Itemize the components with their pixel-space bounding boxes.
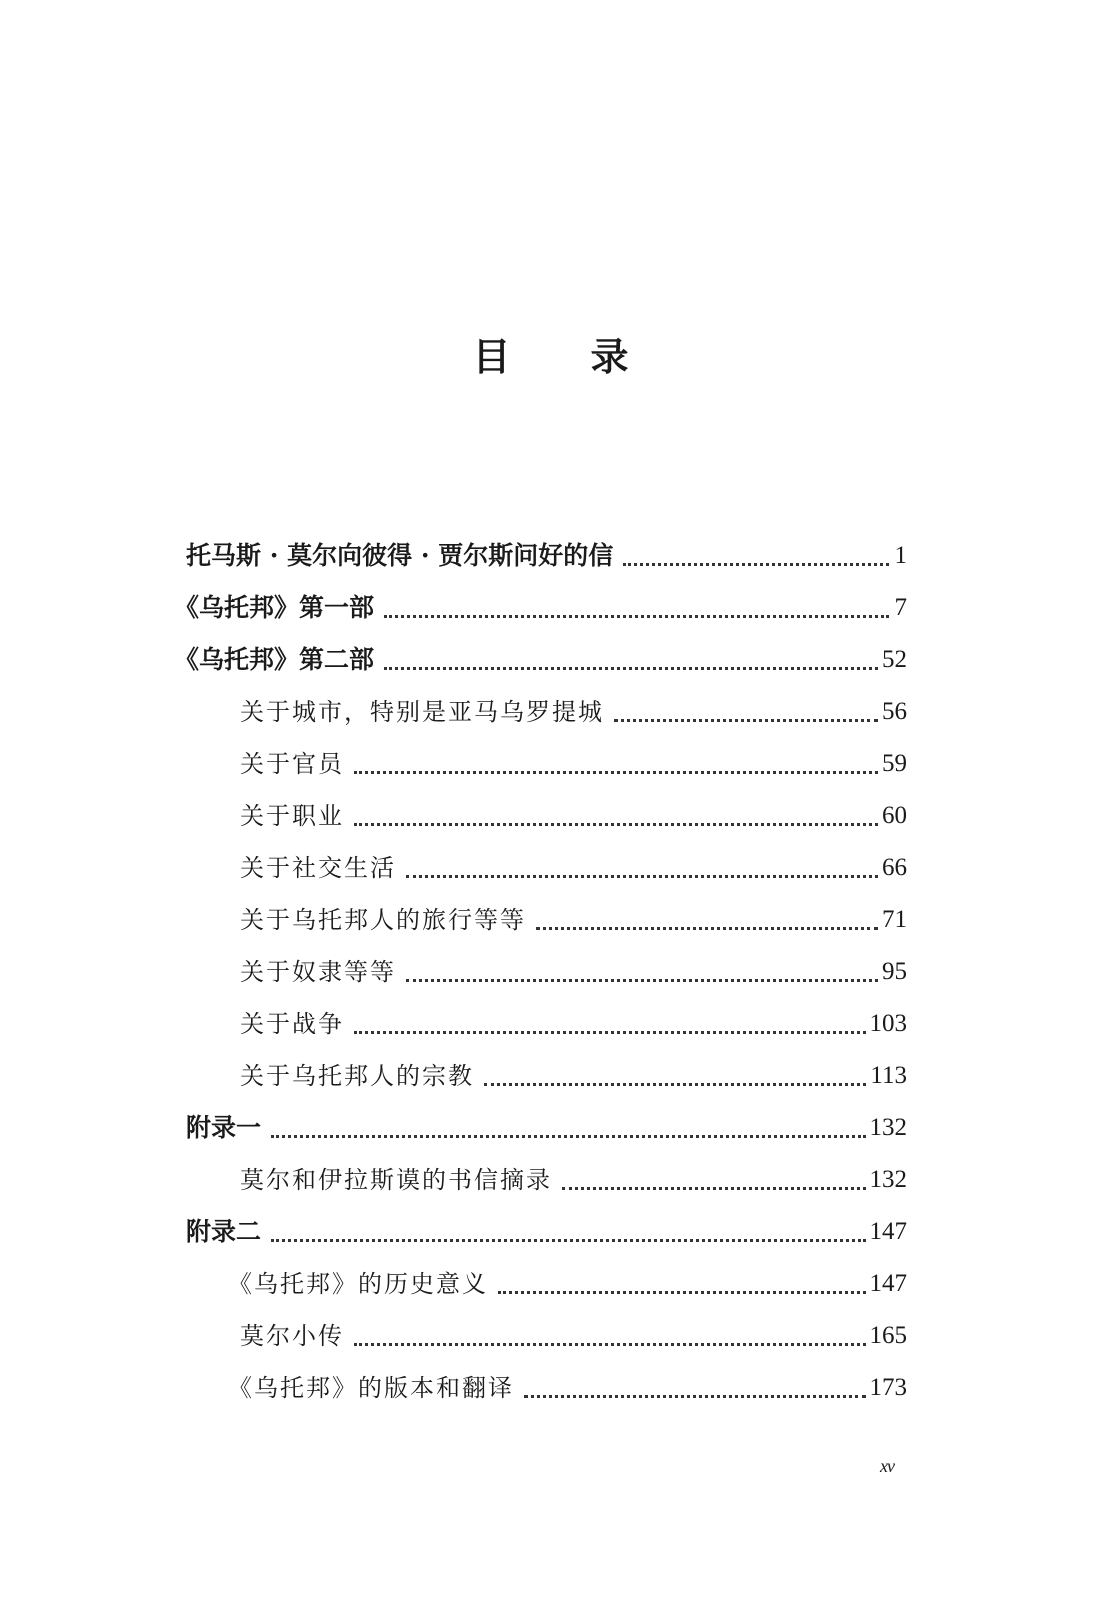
page-title-char-2: 录 xyxy=(590,334,631,379)
toc-entry[interactable] xyxy=(0,1102,1103,1154)
toc-entry-page: 132 xyxy=(869,1114,907,1141)
toc-entry-page: 132 xyxy=(869,1166,907,1193)
toc-entry-page: 173 xyxy=(869,1374,907,1401)
toc-leader-dots xyxy=(384,615,889,618)
toc-subentry[interactable] xyxy=(0,842,1103,894)
toc-subentry[interactable] xyxy=(0,998,1103,1050)
page-title xyxy=(0,326,1103,381)
toc-entry-page: 95 xyxy=(882,958,907,985)
toc-leader-dots xyxy=(614,719,878,722)
toc-leader-dots xyxy=(484,1083,866,1086)
toc-subentry[interactable] xyxy=(0,686,1103,738)
toc-entry-label: 关于官员 xyxy=(240,750,344,778)
toc-leader-dots xyxy=(406,875,878,878)
toc-subentry[interactable] xyxy=(0,894,1103,946)
toc-entry-page: 56 xyxy=(882,698,907,725)
toc-leader-dots xyxy=(406,979,878,982)
toc-entry-label: 《乌托邦》第一部 xyxy=(174,593,375,622)
toc-entry-label: 托马斯 · 莫尔向彼得 · 贾尔斯问好的信 xyxy=(186,541,614,570)
toc-entry[interactable] xyxy=(0,582,1103,634)
toc-subentry[interactable] xyxy=(0,790,1103,842)
toc-leader-dots xyxy=(498,1291,866,1294)
toc-subentry[interactable] xyxy=(0,1258,1103,1310)
toc-entry-label: 《乌托邦》第二部 xyxy=(174,645,375,674)
toc-subentry[interactable] xyxy=(0,1310,1103,1362)
toc-entry-page: 113 xyxy=(870,1062,907,1089)
toc-subentry[interactable] xyxy=(0,1154,1103,1206)
toc-leader-dots xyxy=(384,667,878,670)
toc-entry-label: 莫尔小传 xyxy=(240,1322,344,1350)
toc-entry-page: 52 xyxy=(882,646,907,673)
table-of-contents xyxy=(0,530,1103,1414)
toc-entry-label: 关于战争 xyxy=(240,1010,344,1038)
toc-leader-dots xyxy=(354,823,878,826)
toc-entry-label: 关于乌托邦人的旅行等等 xyxy=(240,906,526,934)
toc-subentry[interactable] xyxy=(0,1050,1103,1102)
toc-leader-dots xyxy=(354,1031,866,1034)
toc-entry-label: 关于职业 xyxy=(240,802,344,830)
toc-subentry[interactable] xyxy=(0,946,1103,998)
toc-entry-page: 1 xyxy=(894,542,907,569)
toc-entry-page: 147 xyxy=(869,1270,907,1297)
toc-entry-label: 关于社交生活 xyxy=(240,854,396,882)
toc-entry-label: 关于城市，特别是亚马乌罗提城 xyxy=(240,698,604,726)
toc-entry[interactable] xyxy=(0,530,1103,582)
toc-leader-dots xyxy=(354,1343,866,1346)
toc-leader-dots xyxy=(524,1395,866,1398)
toc-leader-dots xyxy=(562,1187,866,1190)
toc-subentry[interactable] xyxy=(0,1362,1103,1414)
toc-entry-label: 附录一 xyxy=(186,1113,262,1142)
toc-entry-page: 71 xyxy=(882,906,907,933)
toc-entry-page: 7 xyxy=(894,594,907,621)
toc-entry[interactable] xyxy=(0,634,1103,686)
toc-entry[interactable] xyxy=(0,1206,1103,1258)
toc-leader-dots xyxy=(623,563,889,566)
toc-entry-page: 103 xyxy=(869,1010,907,1037)
page-folio-number: xv xyxy=(880,1456,894,1476)
toc-entry-label: 《乌托邦》的历史意义 xyxy=(228,1270,488,1298)
toc-entry-page: 59 xyxy=(882,750,907,777)
toc-entry-label: 莫尔和伊拉斯谟的书信摘录 xyxy=(240,1166,552,1194)
page-title-char-1: 目 xyxy=(472,334,513,379)
toc-leader-dots xyxy=(271,1239,865,1242)
toc-leader-dots xyxy=(536,927,878,930)
toc-entry-label: 关于乌托邦人的宗教 xyxy=(240,1062,474,1090)
toc-entry-page: 147 xyxy=(869,1218,907,1245)
toc-entry-label: 附录二 xyxy=(186,1217,262,1246)
toc-subentry[interactable] xyxy=(0,738,1103,790)
toc-leader-dots xyxy=(354,771,878,774)
toc-entry-page: 66 xyxy=(882,854,907,881)
toc-leader-dots xyxy=(271,1135,865,1138)
toc-entry-label: 《乌托邦》的版本和翻译 xyxy=(228,1374,514,1402)
toc-entry-page: 60 xyxy=(882,802,907,829)
toc-entry-label: 关于奴隶等等 xyxy=(240,958,396,986)
toc-entry-page: 165 xyxy=(869,1322,907,1349)
